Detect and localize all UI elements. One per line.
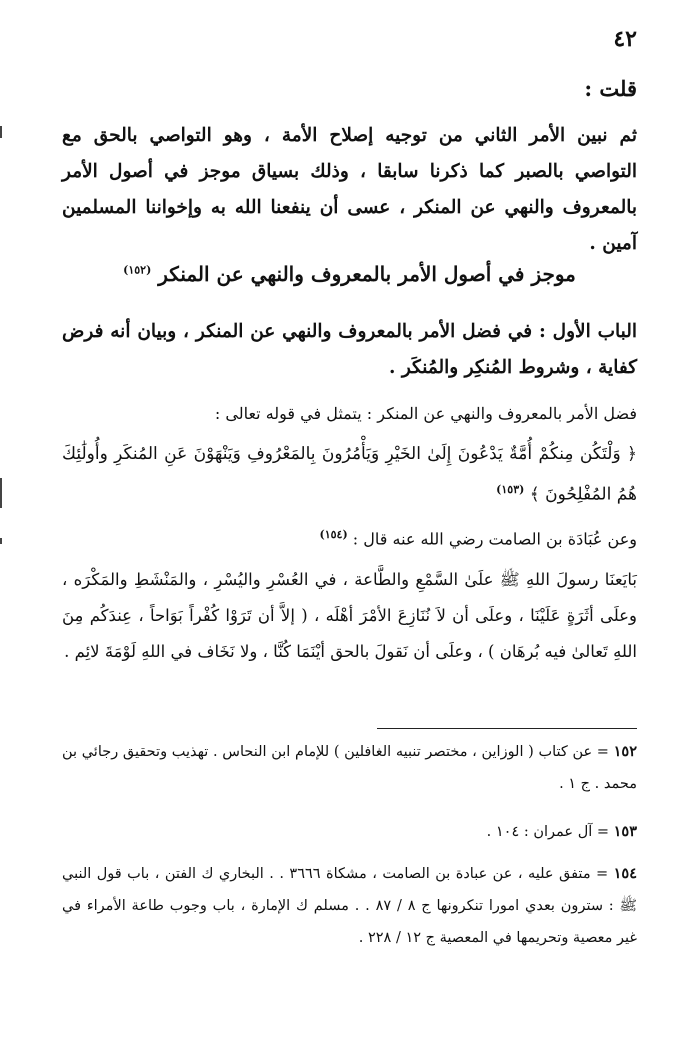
footnote-ref-153[interactable]: (١٥٣) bbox=[496, 483, 525, 496]
footnote-text: = عن كتاب ( الوزاين ، مختصر تنبيه الغافلين ) للإمام ابن النحاس . تهذيب وتحقيق رجائي بن محمد . ج ١ . bbox=[62, 744, 637, 792]
footnote-153 bbox=[62, 816, 637, 848]
section-heading-text: موجز في أصول الأمر بالمعروف والنهي عن المنكر bbox=[158, 262, 576, 286]
qult-label: قلت : bbox=[584, 76, 637, 101]
section-heading bbox=[62, 262, 637, 286]
hadith-text: بَايَعنَا رسولَ اللهِ ﷺ علَىٰ السَّمْعِ والطَّاعة ، في العُسْرِ واليُسْرِ ، والمَنْشَطِ والمَكْرَه ، وعلَى أثَرَةٍ عَلَيْنَا ، وعلَى أن لاَ نُنَازِعَ الأمْرَ أهْلَه ، ( إلاَّ أن تَرَوْا كُفْراً بَوَاحاً ، عِندَكُم مِنَ اللهِ تَعالىٰ فيه بُرهَان ) ، وعلَى أن نَقولَ بالحق أيْنَمَا كُنَّا ، ولا نَخَاف في اللهِ لَوْمَةَ لائِم . bbox=[62, 570, 637, 661]
footnote-divider bbox=[377, 728, 637, 729]
footnote-text: = آل عمران : ١٠٤ . bbox=[486, 824, 610, 840]
intro-paragraph: ثم نبين الأمر الثاني من توجيه إصلاح الأمة ، وهو التواصي بالحق مع التواصي بالصبر كما ذكرنا سابقا ، وذلك بسياق موجز في أصول الأمر بالمعروف والنهي عن المنكر ، عسى أن ينفعنا الله به وإخواننا المسلمين آمين . bbox=[62, 125, 637, 254]
footnote-154 bbox=[62, 858, 637, 954]
footnote-number: ١٥٤ bbox=[613, 865, 638, 882]
margin-scan-mark bbox=[0, 478, 2, 508]
footnote-ref-154[interactable]: (١٥٤) bbox=[319, 528, 348, 541]
footnote-number: ١٥٢ bbox=[613, 743, 637, 760]
margin-scan-mark bbox=[0, 538, 2, 544]
hadith-narrator bbox=[62, 518, 637, 556]
quran-verse-text: ﴿ وَلْتَكُن مِنكُمْ أُمَّةٌ يَدْعُونَ إِلَىٰ الخَيْرِ وَيَأْمُرُونَ بِالمَعْرُوفِ وَيَنْهَوْنَ عَنِ المُنكَرِ وأُولَٰئِكَ هُمُ المُفْلِحُونَ ﴾ bbox=[62, 444, 637, 505]
page-number: ٤٢ bbox=[613, 26, 637, 52]
footnote-ref-152[interactable]: (١٥٢) bbox=[123, 263, 152, 277]
quran-verse bbox=[62, 436, 637, 513]
footnote-152 bbox=[62, 736, 637, 800]
book-page bbox=[62, 0, 637, 1050]
chapter-one-heading: الباب الأول : في فضل الأمر بالمعروف والنهي عن المنكر ، وبيان أنه فرض كفاية ، وشروط المُنكِر والمُنكَر . bbox=[62, 321, 637, 378]
footnote-text: = متفق عليه ، عن عبادة بن الصامت ، مشكاة ٣٦٦٦ . . البخاري ك الفتن ، باب قول النبي ﷺ : سترون بعدي امورا تنكرونها ج ٨ / ٨٧ . . مسلم ك الإمارة ، باب وجوب طاعة الأمراء في غير معصية وتحريمها في المعصية ج ١٢ / ٢٢٨ . bbox=[62, 866, 637, 946]
footnote-number: ١٥٣ bbox=[613, 823, 637, 840]
fadl-intro: فضل الأمر بالمعروف والنهي عن المنكر : يتمثل في قوله تعالى : bbox=[214, 404, 637, 423]
margin-scan-mark bbox=[0, 126, 2, 138]
hadith-narrator-text: وعن عُبَادَة بن الصامت رضي الله عنه قال : bbox=[352, 529, 637, 549]
